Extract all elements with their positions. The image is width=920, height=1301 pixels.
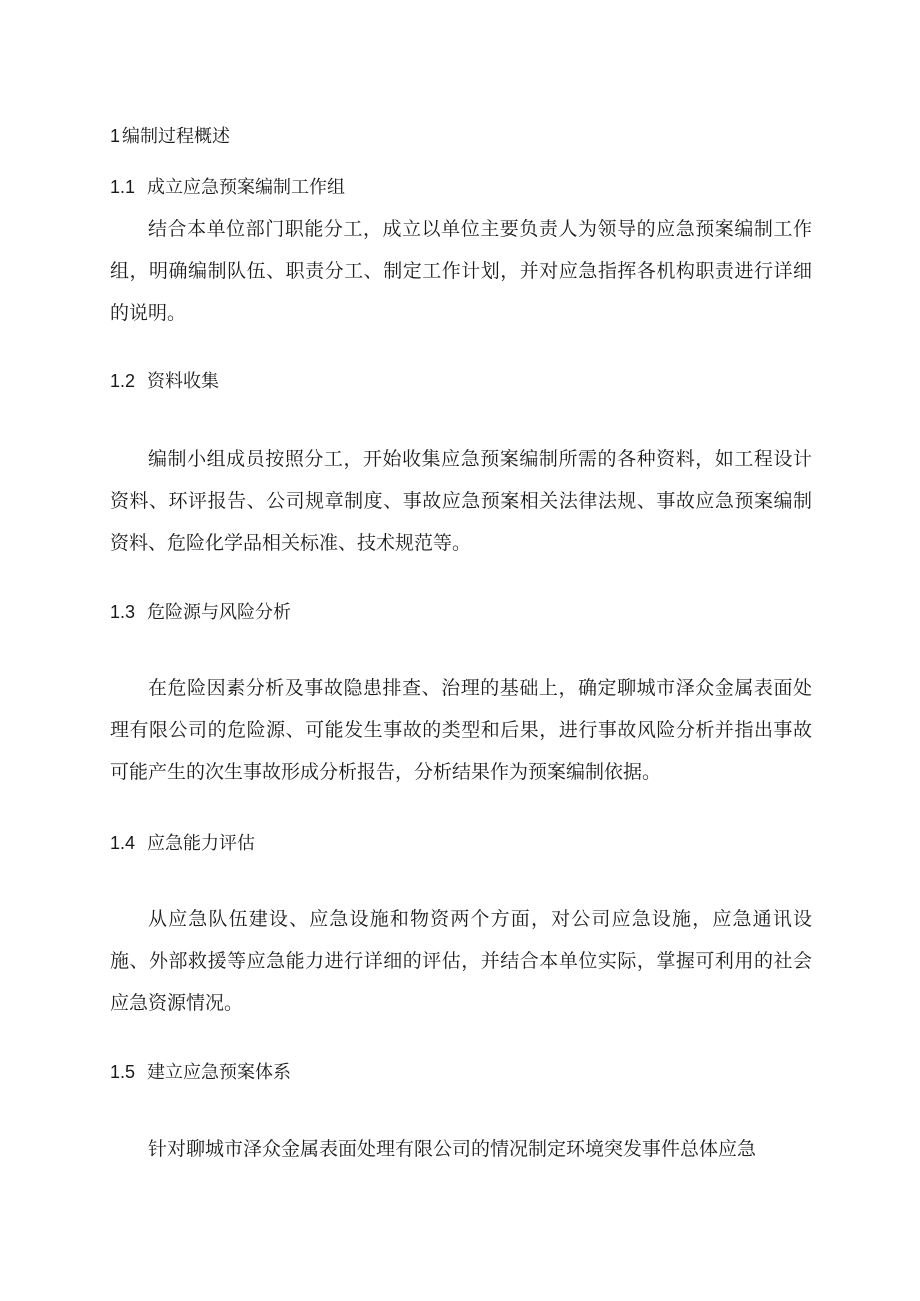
section-number: 1.2 xyxy=(110,371,136,391)
section-heading-1-1 xyxy=(110,175,345,199)
section-heading-1-3 xyxy=(110,600,291,624)
section-title: 资料收集 xyxy=(147,371,220,391)
section-heading-1-5 xyxy=(110,1060,291,1084)
chapter-number: 1 xyxy=(110,126,121,146)
section-title: 危险源与风险分析 xyxy=(147,602,292,622)
chapter-title: 编制过程概述 xyxy=(122,126,231,146)
section-heading-1-2 xyxy=(110,369,219,393)
section-paragraph-1-4: 从应急队伍建设、应急设施和物资两个方面，对公司应急设施，应急通讯设施、外部救援等应急能力进行详细的评估，并结合本单位实际，掌握可利用的社会应急资源情况。 xyxy=(110,908,812,1014)
section-title: 成立应急预案编制工作组 xyxy=(147,177,346,197)
section-number: 1.4 xyxy=(110,833,136,853)
section-title: 建立应急预案体系 xyxy=(147,1062,292,1082)
section-title: 应急能力评估 xyxy=(147,833,256,853)
section-heading-1-4 xyxy=(110,831,255,855)
section-paragraph-1-5: 针对聊城市泽众金属表面处理有限公司的情况制定环境突发事件总体应急 xyxy=(148,1138,757,1160)
chapter-heading xyxy=(110,124,230,148)
section-paragraph-1-3: 在危险因素分析及事故隐患排查、治理的基础上，确定聊城市泽众金属表面处理有限公司的危险源、可能发生事故的类型和后果，进行事故风险分析并指出事故可能产生的次生事故形成分析报告，分析结果作为预案编制依据。 xyxy=(110,677,812,783)
section-number: 1.3 xyxy=(110,602,136,622)
section-paragraph-1-1: 结合本单位部门职能分工，成立以单位主要负责人为领导的应急预案编制工作组，明确编制队伍、职责分工、制定工作计划，并对应急指挥各机构职责进行详细的说明。 xyxy=(110,218,812,324)
section-number: 1.5 xyxy=(110,1062,136,1082)
section-number: 1.1 xyxy=(110,177,136,197)
section-paragraph-1-2: 编制小组成员按照分工，开始收集应急预案编制所需的各种资料，如工程设计资料、环评报告、公司规章制度、事故应急预案相关法律法规、事故应急预案编制资料、危险化学品相关标准、技术规范等。 xyxy=(110,448,812,554)
